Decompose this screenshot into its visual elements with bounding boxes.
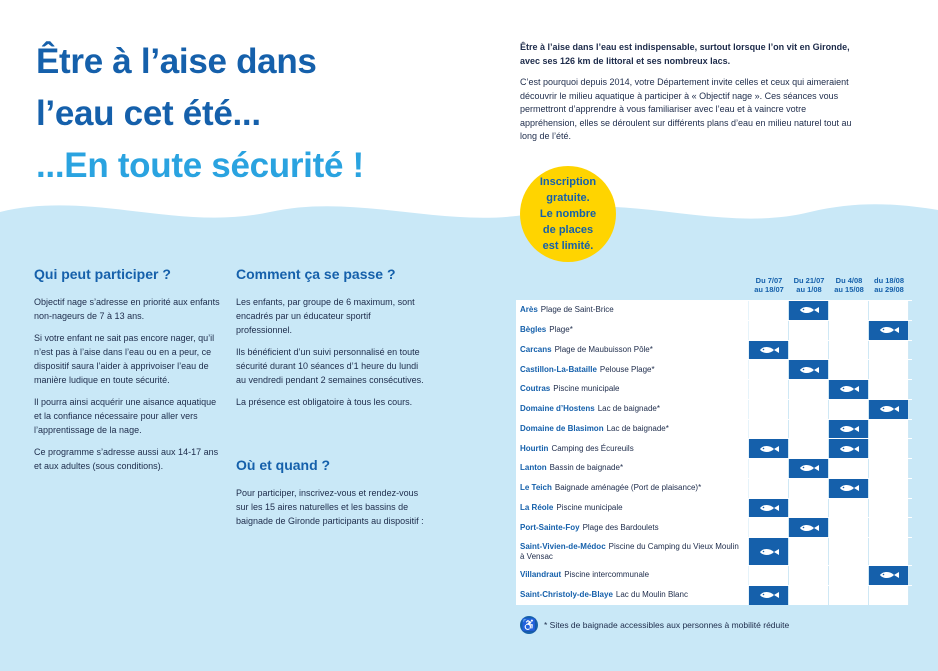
period-end: au 15/08: [834, 285, 864, 294]
period-start: Du 21/07: [793, 276, 825, 285]
session-cell-active: [789, 518, 829, 537]
session-cell: [749, 479, 789, 498]
session-cell-active: [829, 479, 869, 498]
session-cell: [829, 459, 869, 478]
site-name: [516, 301, 749, 320]
title-line-2: l’eau cet été...: [36, 94, 261, 133]
session-cell-active: [749, 439, 789, 458]
site-place: Bassin de baignade*: [549, 463, 624, 473]
period-end: au 1/08: [796, 285, 822, 294]
session-cell-active: [749, 538, 789, 565]
session-cell: [749, 566, 789, 585]
session-cell-active: [749, 586, 789, 605]
badge-line: est limité.: [542, 240, 594, 252]
site-town: Saint-Christoly-de-Blaye: [520, 590, 613, 600]
section-comment: [236, 265, 426, 417]
fish-icon: [758, 591, 780, 599]
heading-qui: Qui peut participer ?: [34, 266, 171, 282]
site-town: Le Teich: [520, 483, 552, 493]
period-end: au 29/08: [874, 285, 904, 294]
site-town: Bègles: [520, 325, 547, 335]
site-place: Piscine du Camping du Vieux Moulin à Vensac: [520, 541, 739, 561]
period-header: [829, 276, 869, 294]
page-title: [36, 36, 364, 192]
site-name: [516, 499, 749, 518]
session-cell: [789, 420, 829, 439]
fish-icon: [798, 306, 820, 314]
fish-icon: [878, 405, 900, 413]
fish-icon: [798, 464, 820, 472]
paragraph: La présence est obligatoire à tous les cours.: [236, 397, 413, 407]
period-start: Du 4/08: [835, 276, 863, 285]
session-cell: [869, 499, 909, 518]
section-qui: [34, 265, 224, 481]
session-cell: [829, 341, 869, 360]
title-line-1: Être à l’aise dans: [36, 42, 317, 81]
session-cell: [749, 518, 789, 537]
site-place: Camping des Écureuils: [551, 443, 634, 453]
site-place: Piscine intercommunale: [564, 570, 650, 580]
session-cell: [789, 566, 829, 585]
fish-icon: [758, 548, 780, 556]
site-place: Plage des Bardoulets: [582, 522, 659, 532]
fish-icon: [758, 445, 780, 453]
paragraph: Objectif nage s’adresse en priorité aux enfants non-nageurs de 7 à 13 ans.: [34, 297, 220, 321]
session-cell: [789, 439, 829, 458]
session-cell: [869, 420, 909, 439]
site-name: [516, 518, 749, 537]
site-place: Baignade aménagée (Port de plaisance)*: [554, 483, 702, 493]
table-header: [516, 276, 912, 300]
table-row: [516, 565, 912, 585]
session-cell-active: [789, 459, 829, 478]
site-place: Lac de baignade*: [606, 423, 669, 433]
session-cell: [829, 538, 869, 565]
site-town: Castillon-La-Bataille: [520, 364, 597, 374]
inscription-badge: [520, 166, 616, 262]
session-cell: [829, 301, 869, 320]
session-cell: [829, 400, 869, 419]
fish-icon: [758, 504, 780, 512]
paragraph: Il pourra ainsi acquérir une aisance aquatique et la confiance nécessaire pour aller vers l’apprentissage de la nage.: [34, 397, 217, 435]
paragraph: Ils bénéficient d’un suivi personnalisé en toute sécurité durant 10 séances d’1 heure du lundi au vendredi pendant 2 semaines consécutives.: [236, 347, 424, 385]
period-start: du 18/08: [873, 276, 904, 285]
badge-line: de places: [542, 224, 594, 236]
session-cell: [789, 499, 829, 518]
table-row: [516, 537, 912, 565]
table-row: [516, 399, 912, 419]
intro-text: [520, 41, 860, 152]
site-name: [516, 566, 749, 585]
session-cell: [789, 321, 829, 340]
session-cell-active: [789, 360, 829, 379]
table-row: [516, 300, 912, 320]
session-cell: [789, 341, 829, 360]
site-town: Carcans: [520, 344, 552, 354]
paragraph: Ce programme s’adresse aussi aux 14-17 ans et aux adultes (sous conditions).: [34, 447, 219, 471]
site-town: Saint-Vivien-de-Médoc: [520, 541, 606, 551]
title-line-3: ...En toute sécurité !: [36, 146, 364, 185]
site-name: [516, 586, 749, 605]
site-name: [516, 420, 749, 439]
session-cell: [869, 301, 909, 320]
session-cell: [829, 566, 869, 585]
heading-ou: Où et quand ?: [236, 457, 331, 473]
table-row: [516, 517, 912, 537]
site-town: Lanton: [520, 463, 547, 473]
session-cell-active: [829, 380, 869, 399]
session-cell: [869, 538, 909, 565]
session-cell: [829, 360, 869, 379]
session-cell: [829, 321, 869, 340]
session-cell: [789, 586, 829, 605]
table-row: [516, 478, 912, 498]
session-cell: [869, 439, 909, 458]
table-row: [516, 320, 912, 340]
fish-icon: [838, 484, 860, 492]
site-name: [516, 321, 749, 340]
period-header: [869, 276, 909, 294]
site-town: Arès: [520, 305, 538, 315]
session-cell-active: [749, 341, 789, 360]
session-cell-active: [789, 301, 829, 320]
fish-icon: [758, 346, 780, 354]
session-cell: [749, 459, 789, 478]
paragraph: Les enfants, par groupe de 6 maximum, sont encadrés par un éducateur sportif professionnel.: [236, 297, 415, 335]
wheelchair-icon: ♿: [521, 618, 537, 632]
session-cell: [789, 479, 829, 498]
fish-icon: [838, 445, 860, 453]
fish-icon: [878, 571, 900, 579]
session-cell-active: [869, 566, 909, 585]
session-cell: [869, 380, 909, 399]
table-row: [516, 438, 912, 458]
period-end: au 18/07: [754, 285, 784, 294]
fish-icon: [838, 385, 860, 393]
session-cell-active: [749, 499, 789, 518]
site-name: [516, 479, 749, 498]
site-place: Plage de Saint-Brice: [540, 305, 614, 315]
site-town: Hourtin: [520, 443, 549, 453]
session-cell: [749, 301, 789, 320]
period-header: [749, 276, 789, 294]
session-cell: [869, 360, 909, 379]
site-place: Lac du Moulin Blanc: [615, 590, 688, 600]
session-cell: [749, 360, 789, 379]
site-name: [516, 341, 749, 360]
table-body: [516, 300, 912, 605]
site-town: Domaine de Blasimon: [520, 423, 604, 433]
badge-line: gratuite.: [546, 192, 590, 204]
legend-text: * Sites de baignade accessibles aux personnes à mobilité réduite: [544, 620, 790, 630]
site-place: Plage*: [549, 325, 573, 335]
section-ou: [236, 456, 426, 536]
paragraph: Si votre enfant ne sait pas encore nager, qu’il n’est pas à l’aise dans l’eau ou en a peur, ce dispositif saura l’aider à apprivoiser l’eau de manière ludique en toute sécurité.: [34, 333, 215, 385]
site-name: [516, 439, 749, 458]
fish-icon: [798, 366, 820, 374]
site-town: Coutras: [520, 384, 551, 394]
period-header: [789, 276, 829, 294]
site-place: Pelouse Plage*: [599, 364, 655, 374]
session-cell: [749, 380, 789, 399]
site-name: [516, 400, 749, 419]
session-cell: [869, 518, 909, 537]
site-name: [516, 380, 749, 399]
session-cell: [869, 459, 909, 478]
table-row: [516, 419, 912, 439]
session-cell-active: [829, 420, 869, 439]
table-row: [516, 340, 912, 360]
session-cell: [829, 586, 869, 605]
session-cell: [869, 341, 909, 360]
session-cell: [829, 518, 869, 537]
site-name: [516, 360, 749, 379]
site-place: Plage de Maubuisson Pôle*: [554, 344, 653, 354]
session-cell: [789, 400, 829, 419]
table-row: [516, 458, 912, 478]
table-row: [516, 585, 912, 605]
legend: [520, 616, 789, 634]
session-cell: [789, 538, 829, 565]
site-name: [516, 538, 749, 565]
site-place: Lac de baignade*: [597, 404, 660, 414]
badge-line: Inscription: [539, 176, 597, 188]
paragraph: Pour participer, inscrivez-vous et rendez-vous sur les 15 aires naturelles et les bassins de baignade de Gironde participants au dispositif :: [236, 488, 424, 526]
session-cell: [749, 420, 789, 439]
site-town: Villandraut: [520, 570, 562, 580]
site-town: La Réole: [520, 502, 554, 512]
session-cell-active: [869, 321, 909, 340]
fish-icon: [838, 425, 860, 433]
session-cell-active: [829, 439, 869, 458]
session-cell: [869, 586, 909, 605]
session-cell: [749, 400, 789, 419]
badge-line: Le nombre: [539, 208, 597, 220]
table-row: [516, 379, 912, 399]
schedule-table: [516, 276, 912, 605]
session-cell: [829, 499, 869, 518]
session-cell: [789, 380, 829, 399]
table-row: [516, 359, 912, 379]
session-cell: [869, 479, 909, 498]
heading-comment: Comment ça se passe ?: [236, 266, 396, 282]
period-start: Du 7/07: [755, 276, 783, 285]
fish-icon: [798, 524, 820, 532]
site-name: [516, 459, 749, 478]
site-town: Port-Sainte-Foy: [520, 522, 580, 532]
session-cell-active: [869, 400, 909, 419]
intro-bold: Être à l’aise dans l’eau est indispensable, surtout lorsque l’on vit en Gironde, avec ses 126 km de littoral et ses nombreux lacs.: [520, 42, 850, 66]
table-row: [516, 498, 912, 518]
site-place: Piscine municipale: [553, 384, 620, 394]
session-cell: [749, 321, 789, 340]
fish-icon: [878, 326, 900, 334]
site-place: Piscine municipale: [556, 502, 623, 512]
intro-paragraph: C’est pourquoi depuis 2014, votre Département invite celles et ceux qui aimeraient découvrir le milieu aquatique à participer à « Objectif nage ». Ces séances vous permettront d’apprendre à vous familiariser avec l’eau et à vaincre votre appréhension, elles se déroulent sur différents plans d’eau en milieu naturel tout au long de l’été.: [520, 77, 852, 141]
site-town: Domaine d’Hostens: [520, 404, 595, 414]
